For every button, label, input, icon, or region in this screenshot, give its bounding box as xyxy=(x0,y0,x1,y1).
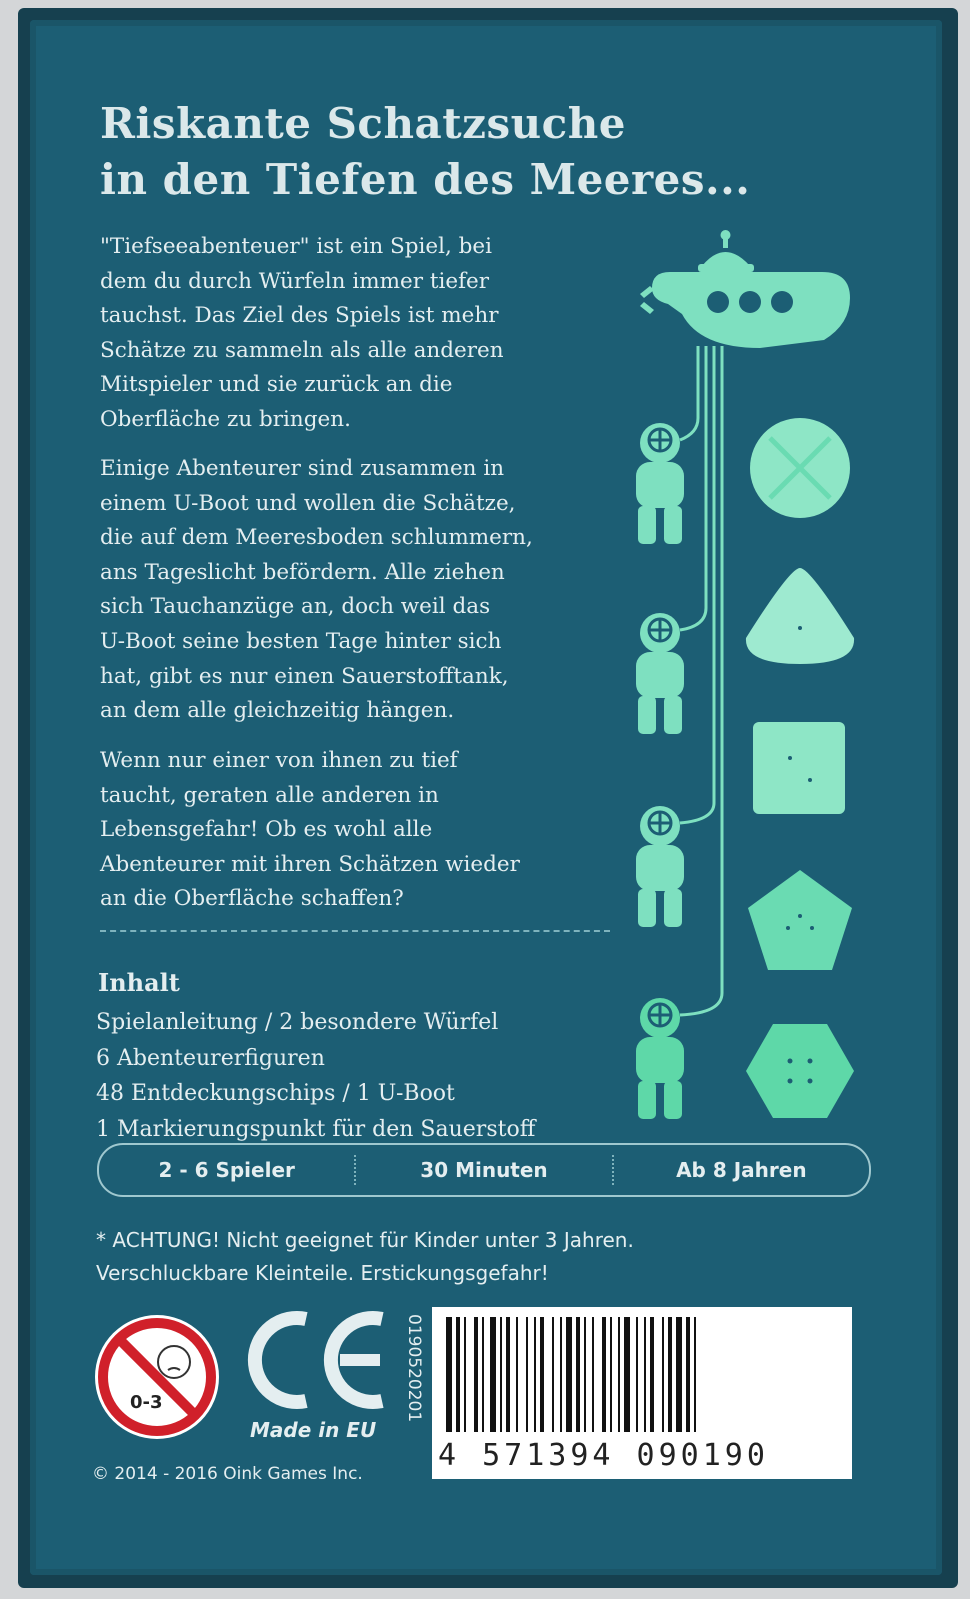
square-chip-icon xyxy=(753,722,845,814)
barcode-bars xyxy=(432,1307,852,1437)
hexagon-chip-icon xyxy=(746,1024,854,1118)
safety-warning xyxy=(96,1224,634,1290)
text-line: tauchst. Das Ziel des Spiels ist mehr xyxy=(100,303,499,329)
dashed-divider xyxy=(100,930,610,932)
text-line: einem U-Boot und wollen die Schätze, xyxy=(100,490,516,516)
made-in-label: Made in EU xyxy=(250,1418,377,1442)
copyright: © 2014 - 2016 Oink Games Inc. xyxy=(92,1464,363,1484)
warning-line-2: Verschluckbare Kleinteile. Erstickungsgefahr! xyxy=(96,1261,549,1285)
headline xyxy=(100,96,900,208)
description-paragraph-1 xyxy=(100,230,504,438)
text-line: dem du durch Würfeln immer tiefer xyxy=(100,268,490,294)
headline-line-1: Riskante Schatzsuche xyxy=(100,99,627,148)
game-info-bar xyxy=(97,1143,871,1197)
list-item: Spielanleitung / 2 besondere Würfel xyxy=(96,1010,499,1035)
submarine-divers-illustration xyxy=(610,228,880,1148)
text-line: Mitspieler und sie zurück an die xyxy=(100,372,453,398)
text-line: U-Boot seine besten Tage hinter sich xyxy=(100,628,502,654)
triangle-chip-icon xyxy=(746,568,854,664)
text-line: "Tiefseeabenteuer" ist ein Spiel, bei xyxy=(100,234,493,259)
pentagon-chip-icon xyxy=(748,870,852,970)
list-item: 6 Abenteurerfiguren xyxy=(96,1045,325,1071)
text-line: an dem alle gleichzeitig hängen. xyxy=(100,698,455,724)
text-line: Wenn nur einer von ihnen zu tief xyxy=(100,748,458,773)
barcode xyxy=(432,1307,852,1479)
description-paragraph-2 xyxy=(100,452,533,729)
duration-info: 30 Minuten xyxy=(420,1158,548,1182)
text-line: an die Oberfläche schaffen? xyxy=(100,886,404,912)
text-line: Oberfläche zu bringen. xyxy=(100,406,351,432)
text-line: Schätze zu sammeln als alle anderen xyxy=(100,337,504,363)
text-line: taucht, geraten alle anderen in xyxy=(100,782,439,808)
side-code-text: 0190520201 xyxy=(404,1314,424,1423)
age-info: Ab 8 Jahren xyxy=(676,1158,807,1182)
text-line: die auf dem Meeresboden schlummern, xyxy=(100,525,533,551)
text-line: Einige Abenteurer sind zusammen in xyxy=(100,456,505,481)
text-line: Lebensgefahr! Ob es wohl alle xyxy=(100,817,433,843)
players-info: 2 - 6 Spieler xyxy=(158,1158,295,1182)
contents-heading: Inhalt xyxy=(98,968,180,997)
warning-line-1: * ACHTUNG! Nicht geeignet für Kinder unter 3 Jahren. xyxy=(96,1228,634,1252)
headline-line-2: in den Tiefen des Meeres... xyxy=(100,155,751,204)
text-line: hat, gibt es nur einen Sauerstofftank, xyxy=(100,663,509,689)
text-line: Abenteurer mit ihren Schätzen wieder xyxy=(100,851,520,877)
submarine-icon xyxy=(640,230,850,348)
text-line: ans Tageslicht befördern. Alle ziehen xyxy=(100,559,505,585)
age-warning-icon xyxy=(92,1312,222,1442)
list-item: 48 Entdeckungschips / 1 U-Boot xyxy=(96,1081,455,1106)
age-sign-label: 0-3 xyxy=(130,1392,163,1413)
text-line: sich Tauchanzüge an, doch weil das xyxy=(100,594,491,620)
list-item: 1 Markierungspunkt für den Sauerstoff xyxy=(96,1116,536,1142)
barcode-number: 4 571394 090190 xyxy=(438,1438,769,1473)
side-product-code xyxy=(385,1310,435,1460)
contents-list xyxy=(96,1005,535,1147)
description-paragraph-3 xyxy=(100,744,520,917)
ce-mark-icon xyxy=(240,1305,390,1415)
